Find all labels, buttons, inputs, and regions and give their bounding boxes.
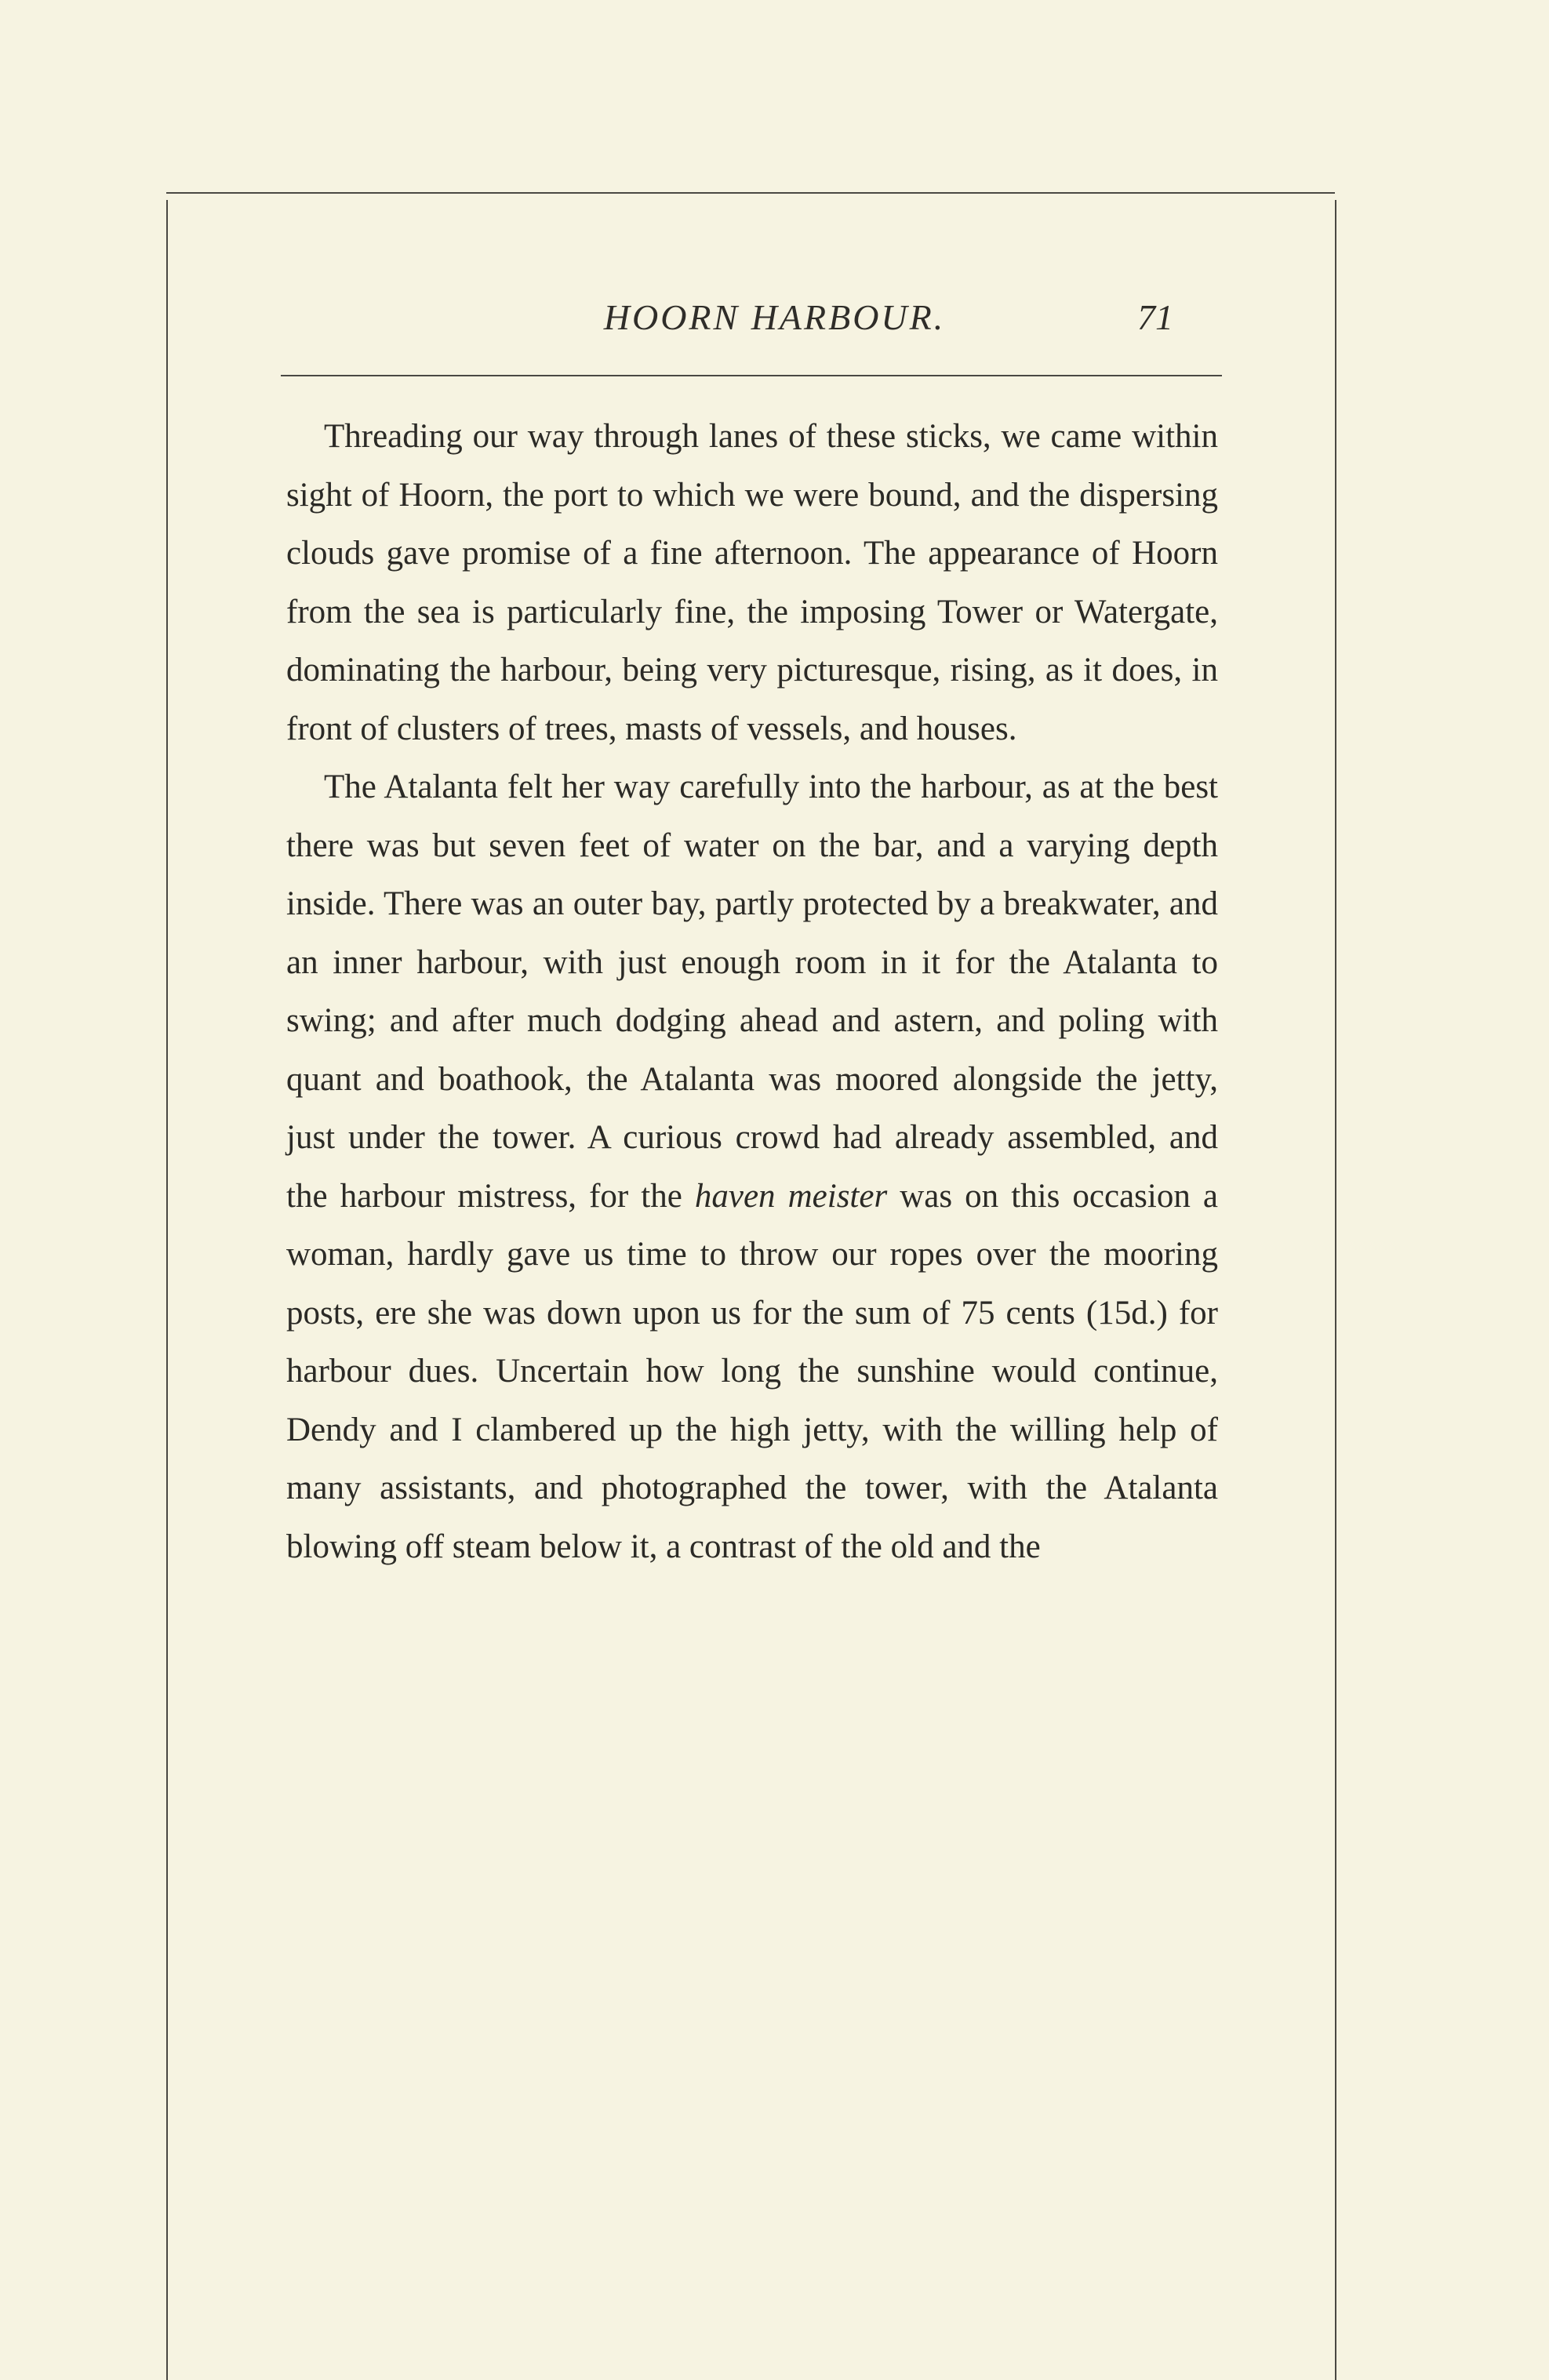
italic-phrase: haven meister <box>694 1177 888 1215</box>
paragraph-1: Threading our way through lanes of these sticks, we came within sight of Hoorn, the port to which we were bound, and the dispersing clouds gave promise of a fine afternoon. The appearance of Hoorn from the sea is particularly fine, the imposing Tower or Watergate, dominating the harbour, being very picturesque, rising, as it does, in front of clusters of trees, masts of vessels, and houses. <box>286 418 1218 747</box>
running-title: HOORN HARBOUR. <box>603 297 946 337</box>
paragraph-2-text-start: The Atalanta felt her way carefully into the harbour, as at the best there was but seven feet of water on the bar, and a varying depth inside. There was an outer bay, partly protected by a breakwater, and an inner harbour, with just enough room in it for the Atalanta to swing; and after much dodging ahead and astern, and poling with quant and boathook, the Atalanta was moored alongside the jetty, just under the tower. A curious crowd had already assembled, and the harbour mistress, for the <box>286 769 1218 1215</box>
page-number: 71 <box>1137 297 1173 337</box>
page-frame-top-rule <box>166 192 1335 194</box>
body-text <box>286 408 1218 1576</box>
page-frame-right-rule <box>1335 200 1336 2380</box>
paragraph-2 <box>286 758 1218 1576</box>
paragraph-2-text-end: was on this occasion a woman, hardly gave us time to throw our ropes over the mooring posts, ere she was down upon us for the sum of 75 cents (15d.) for harbour dues. Uncertain how long the sunshine would continue, Dendy and I clambered up the high jetty, with the willing help of many assistants, and photographed the tower, with the Atalanta blowing off steam below it, a contrast of the old and the <box>286 1177 1218 1565</box>
header-rule <box>281 375 1222 376</box>
page-frame-left-rule <box>166 200 168 2380</box>
